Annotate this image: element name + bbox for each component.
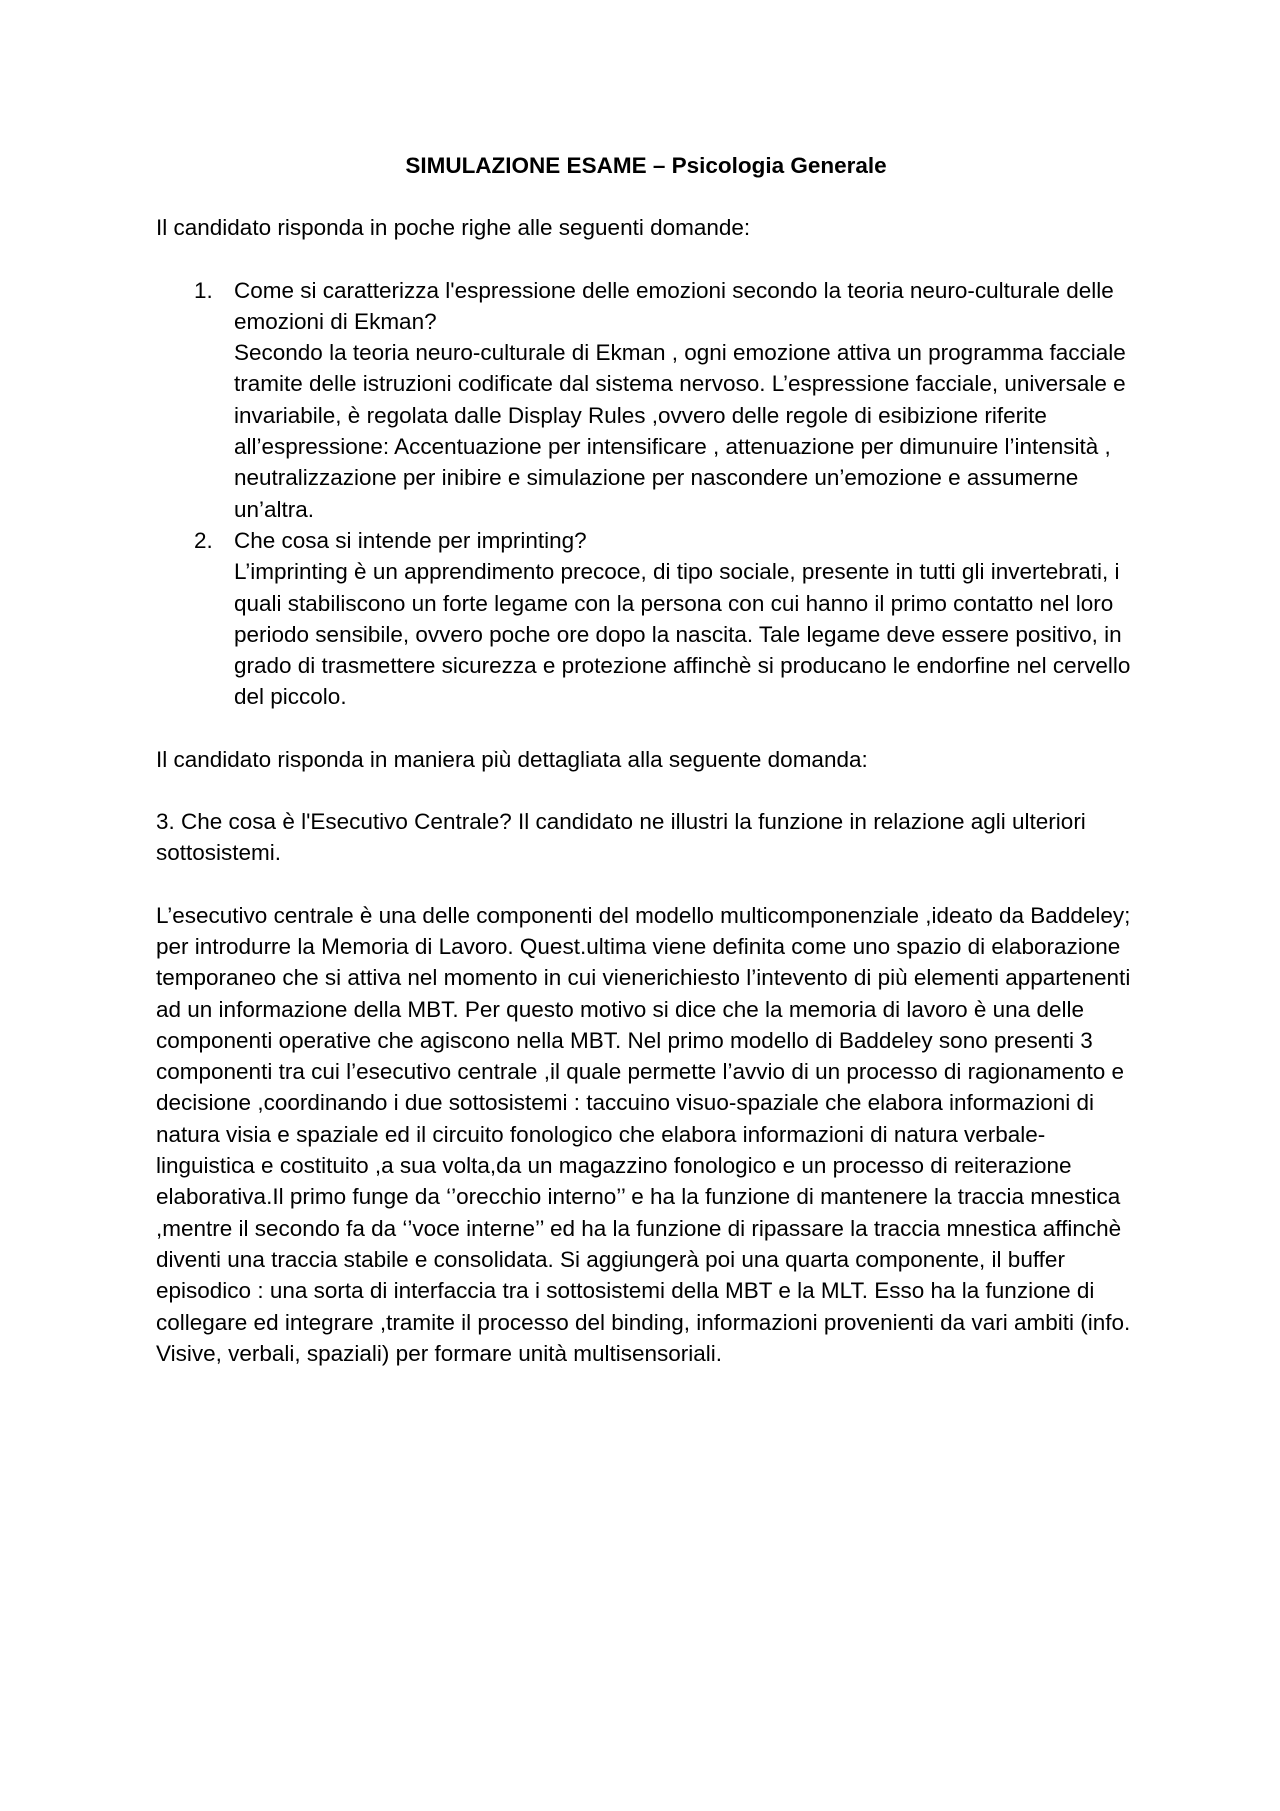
question-item-2 [156, 525, 1136, 713]
question-list [156, 275, 1136, 713]
intro-detailed-answer: Il candidato risponda in maniera più dettagliata alla seguente domanda: [156, 746, 868, 772]
answer-text: L’imprinting è un apprendimento precoce, di tipo sociale, presente in tutti gli invertebrati, i quali stabiliscono un forte legame con la persona con cui hanno il primo contatto nel loro periodo sensibile, ovvero poche ore dopo la nascita. Tale legame deve essere positivo, in grado di trasmettere sicurezza e protezione affinchè si producano le endorfine nel cervello del piccolo. [234, 559, 1131, 710]
document-body [156, 150, 1136, 1369]
question-text: Come si caratterizza l'espressione delle emozioni secondo la teoria neuro-culturale delle emozioni di Ekman? [234, 277, 1114, 334]
intro-short-answers: Il candidato risponda in poche righe alle seguenti domande: [156, 215, 751, 241]
question-item-1 [156, 275, 1136, 525]
question-text: Che cosa si intende per imprinting? [234, 527, 587, 553]
question-number: 1. [194, 277, 213, 303]
answer-text: Secondo la teoria neuro-culturale di Ekman , ogni emozione attiva un programma facciale tramite delle istruzioni codificate dal sistema nervoso. L’espressione facciale, universale e invariabile, è regolata dalle Display Rules ,ovvero delle regole di esibizione riferite all’espressione: Accentuazione per intensificare , attenuazione per dimunuire l’intensità , neutralizzazione per inibire e simulazione per nascondere un’emozione e assumerne un’altra. [234, 340, 1126, 522]
question-3-text: 3. Che cosa è l'Esecutivo Centrale? Il candidato ne illustri la funzione in relazione agli ulteriori sottosistemi. [156, 809, 1086, 866]
answer-3-text: L’esecutivo centrale è una delle componenti del modello multicomponenziale ,ideato da Baddeley; per introdurre la Memoria di Lavoro. Quest.ultima viene definita come uno spazio di elaborazione temporaneo che si attiva nel momento in cui vienerichiesto l’intevento di più elementi appartenenti ad un informazione della MBT. Per questo motivo si dice che la memoria di lavoro è una delle componenti operative che agiscono nella MBT. Nel primo modello di Baddeley sono presenti 3 componenti tra cui l’esecutivo centrale ,il quale permette l’avvio di un processo di ragionamento e decisione ,coordinando i due sottosistemi : taccuino visuo-spaziale che elabora informazioni di natura visia e spaziale ed il circuito fonologico che elabora informazioni di natura verbale-linguistica e costituito ,a sua volta,da un magazzino fonologico e un processo di reiterazione elaborativa.Il primo funge da ‘’orecchio interno’’ e ha la funzione di mantenere la traccia mnestica ,mentre il secondo fa da ‘’voce interne’’ ed ha la funzione di ripassare la traccia mnestica affinchè diventi una traccia stabile e consolidata. Si aggiungerà poi una quarta componente, il buffer episodico : una sorta di interfaccia tra i sottosistemi della MBT e la MLT. Esso ha la funzione di collegare ed integrare ,tramite il processo del binding, informazioni provenienti da vari ambiti (info. Visive, verbali, spaziali) per formare unità multisensoriali. [156, 902, 1131, 1366]
document-title: SIMULAZIONE ESAME – Psicologia Generale [405, 153, 887, 178]
question-number: 2. [194, 527, 213, 553]
